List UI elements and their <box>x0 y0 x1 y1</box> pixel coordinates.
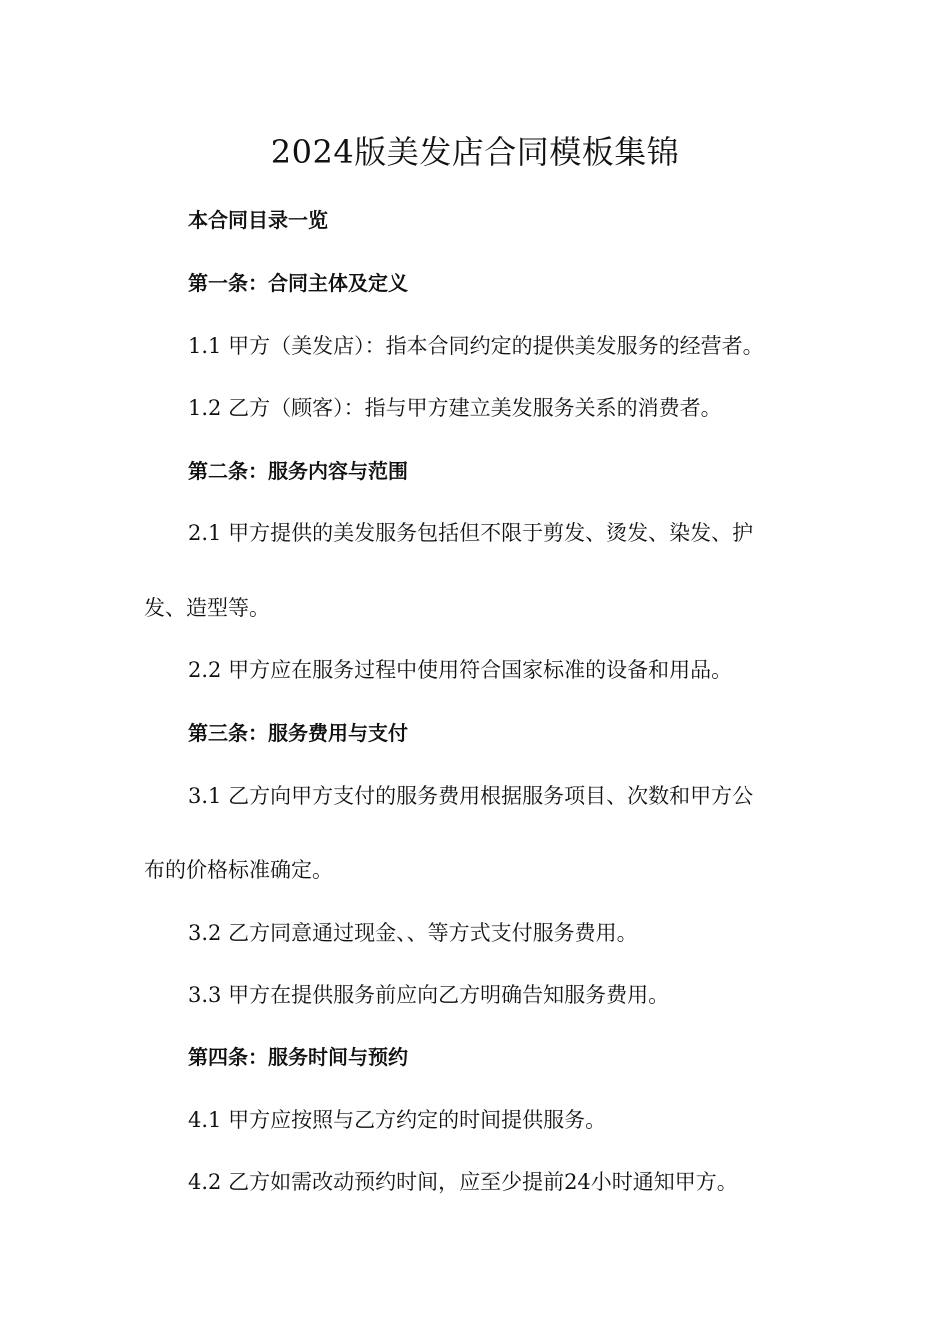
clause-3-1: 3.1 乙方向甲方支付的服务费用根据服务项目、次数和甲方公 <box>188 784 754 808</box>
clause-4-1: 4.1 甲方应按照与乙方约定的时间提供服务。 <box>188 1108 607 1132</box>
article-4-heading: 第四条：服务时间与预约 <box>188 1045 408 1069</box>
document-title: 2024版美发店合同模板集锦 <box>270 133 680 171</box>
clause-4-2: 4.2 乙方如需改动预约时间，应至少提前24小时通知甲方。 <box>188 1170 738 1194</box>
clause-3-2: 3.2 乙方同意通过现金、、等方式支付服务费用。 <box>188 921 638 945</box>
clause-1-1: 1.1 甲方（美发店）：指本合同约定的提供美发服务的经营者。 <box>188 334 764 358</box>
article-2-heading: 第二条：服务内容与范围 <box>188 459 408 483</box>
clause-3-1-continued: 布的价格标准确定。 <box>144 858 333 882</box>
article-1-heading: 第一条：合同主体及定义 <box>188 271 408 295</box>
article-3-heading: 第三条：服务费用与支付 <box>188 721 408 745</box>
clause-2-2: 2.2 甲方应在服务过程中使用符合国家标准的设备和用品。 <box>188 658 733 682</box>
clause-2-1-continued: 发、造型等。 <box>144 596 270 620</box>
clause-2-1: 2.1 甲方提供的美发服务包括但不限于剪发、烫发、染发、护 <box>188 521 754 545</box>
clause-1-2: 1.2 乙方（顾客）：指与甲方建立美发服务关系的消费者。 <box>188 396 722 420</box>
toc-heading: 本合同目录一览 <box>188 208 328 232</box>
clause-3-3: 3.3 甲方在提供服务前应向乙方明确告知服务费用。 <box>188 983 670 1007</box>
